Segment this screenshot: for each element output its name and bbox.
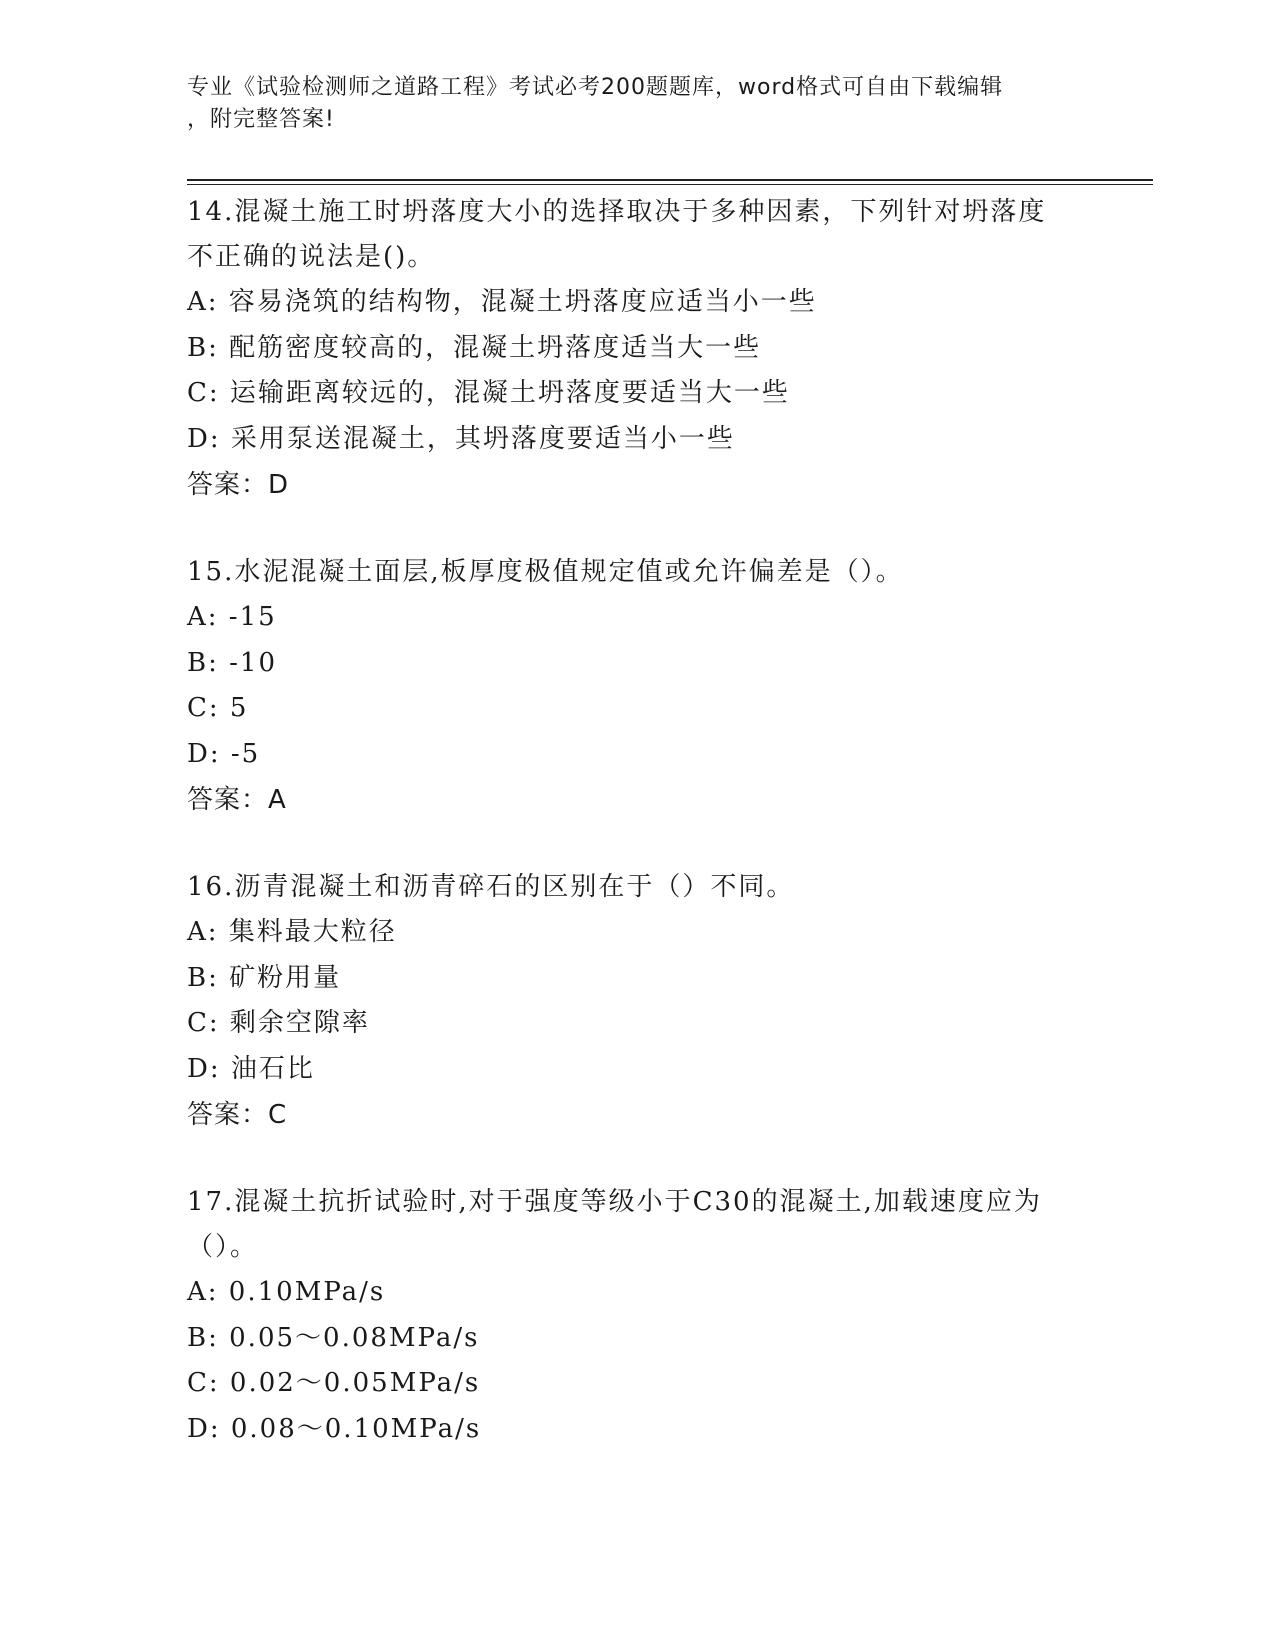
option-b: B: 0.05～0.08MPa/s: [187, 1322, 480, 1353]
option-d: D: -5: [187, 738, 261, 769]
answer: 答案：C: [187, 1100, 288, 1130]
question-text-line-1: 17.混凝土抗折试验时,对于强度等级小于C30的混凝土,加载速度应为: [187, 1187, 1042, 1217]
answer: 答案：D: [187, 470, 290, 500]
question-17: [187, 1180, 1087, 1452]
header-line-2: ，附完整答案!: [187, 107, 335, 132]
header-line-1: 专业《试验检测师之道路工程》考试必考200题题库，word格式可自由下载编辑: [187, 75, 1004, 100]
answer: 答案：A: [187, 785, 287, 815]
option-c: C: 运输距离较远的，混凝土坍落度要适当大一些: [187, 378, 790, 408]
question-14: [187, 190, 1087, 508]
document-header: [187, 72, 1067, 136]
option-a: A: 0.10MPa/s: [187, 1277, 386, 1307]
header-divider-thin: [187, 184, 1153, 185]
question-16: [187, 865, 1087, 1138]
option-b: B: 矿粉用量: [187, 962, 342, 993]
question-text-line-1: 14.混凝土施工时坍落度大小的选择取决于多种因素，下列针对坍落度: [187, 197, 1047, 227]
question-text: 15.水泥混凝土面层,板厚度极值规定值或允许偏差是（）。: [187, 557, 904, 587]
question-spacer: [187, 1138, 1087, 1180]
option-d: D: 采用泵送混凝土，其坍落度要适当小一些: [187, 423, 735, 454]
option-d: D: 油石比: [187, 1053, 315, 1084]
option-b: B: 配筋密度较高的，混凝土坍落度适当大一些: [187, 332, 762, 363]
header-divider-thick: [187, 179, 1153, 181]
option-a: A: 集料最大粒径: [187, 917, 397, 947]
question-text: [187, 1180, 1087, 1270]
question-spacer: [187, 508, 1087, 550]
option-c: C: 剩余空隙率: [187, 1008, 370, 1038]
question-text-line-2: （）。: [187, 1232, 259, 1262]
question-list: [187, 190, 1087, 1452]
option-b: B: -10: [187, 647, 277, 678]
option-d: D: 0.08～0.10MPa/s: [187, 1413, 482, 1444]
question-15: [187, 550, 1087, 823]
option-c: C: 5: [187, 693, 249, 723]
option-c: C: 0.02～0.05MPa/s: [187, 1368, 481, 1398]
option-a: A: -15: [187, 602, 277, 632]
question-text-line-2: 不正确的说法是()。: [187, 242, 436, 272]
question-spacer: [187, 823, 1087, 865]
question-text: [187, 190, 1087, 280]
option-a: A: 容易浇筑的结构物，混凝土坍落度应适当小一些: [187, 287, 817, 317]
question-text: 16.沥青混凝土和沥青碎石的区别在于（）不同。: [187, 872, 795, 902]
